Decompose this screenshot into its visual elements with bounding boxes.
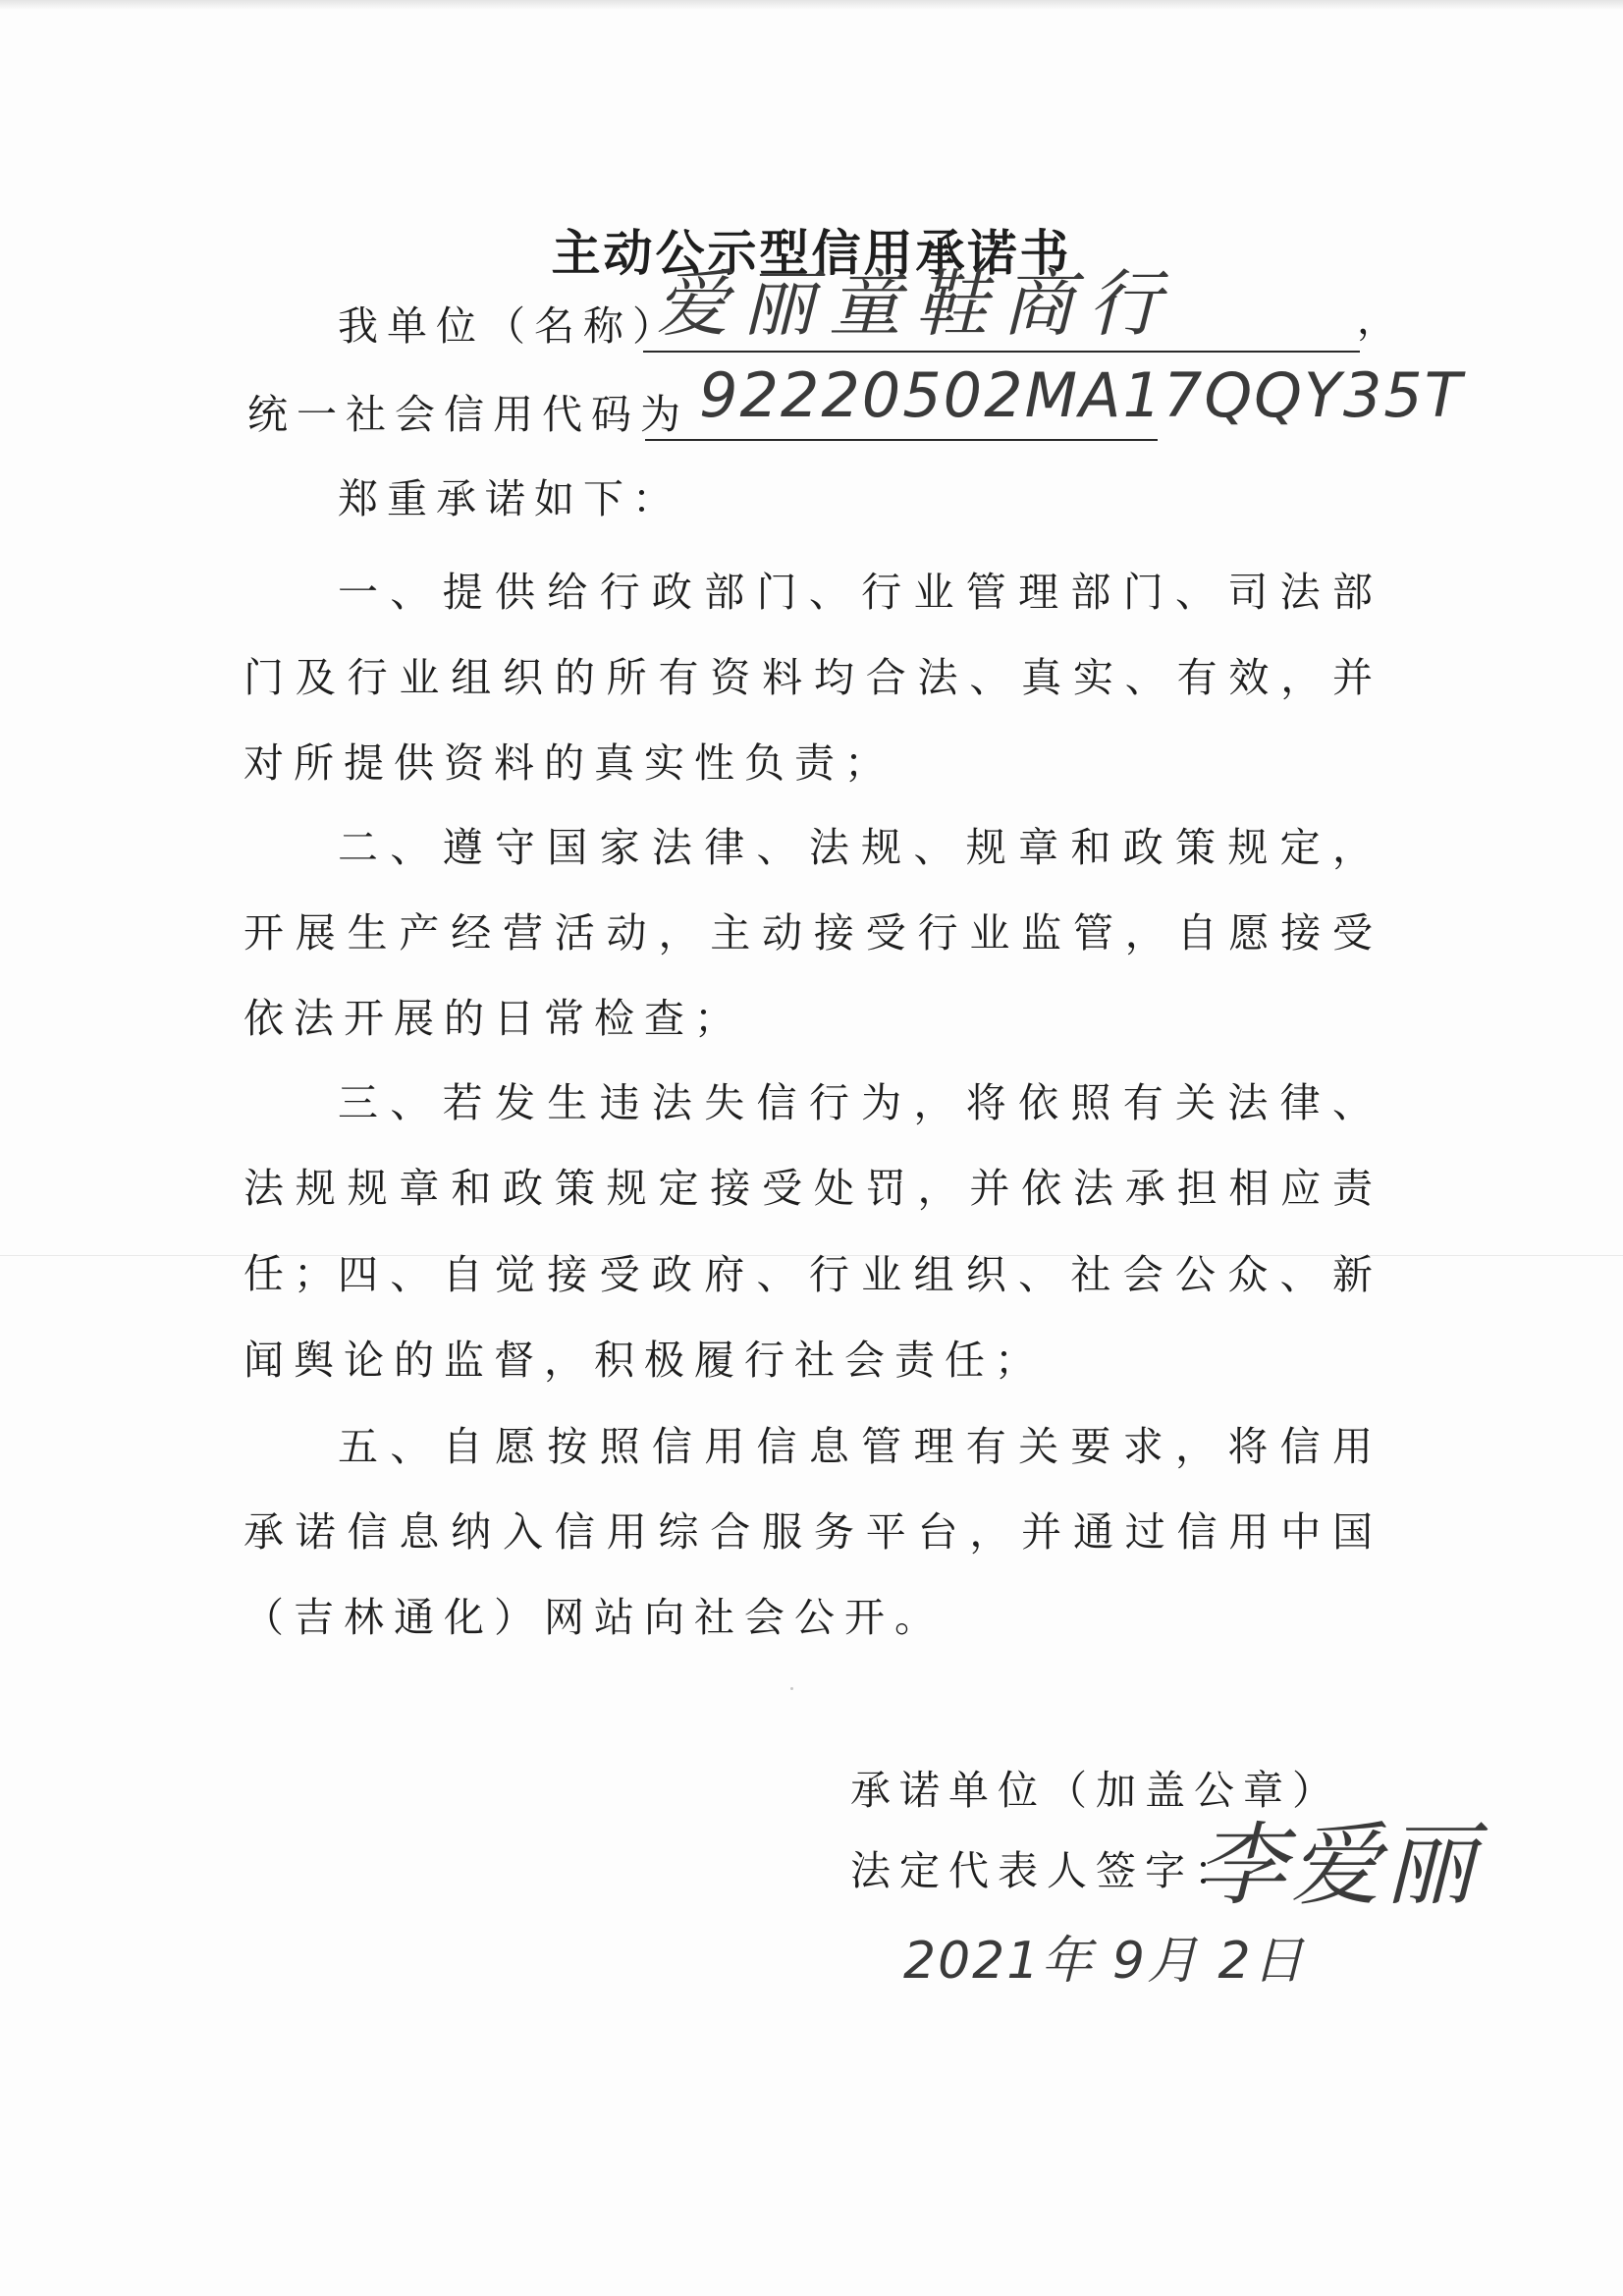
clause-2: 二、遵守国家法律、法规、规章和政策规定，开展生产经营活动，主动接受行业监管，自愿接受依法开展的日常检查； [243, 824, 1382, 1042]
commitment-unit-label: 承诺单位（加盖公章） [850, 1767, 1341, 1814]
credit-code-line [247, 359, 1464, 462]
document-title: 主动公示型信用承诺书 [551, 224, 1072, 282]
unit-name-underline [643, 351, 1360, 353]
handwritten-date: 2021年 9月 2日 [903, 1932, 1306, 1991]
clause-1: 一、提供给行政部门、行业管理部门、司法部门及行业组织的所有资料均合法、真实、有效，并对所提供资料的真实性负责； [243, 569, 1382, 787]
unit-trailing-comma: ， [1357, 298, 1405, 343]
scan-top-edge [0, 0, 1623, 10]
credit-code-label: 统一社会信用代码为 [247, 391, 689, 438]
promise-intro: 郑重承诺如下： [338, 475, 681, 522]
scan-speck [790, 1687, 793, 1690]
legal-representative-signature: 李爱丽 [1196, 1813, 1480, 1918]
promise-intro-line [243, 458, 1382, 546]
legal-representative-label: 法定代表人签字： [850, 1847, 1243, 1894]
handwritten-credit-code: 92220502MA17QQY35T [699, 359, 1464, 431]
unit-label: 我单位（名称） [338, 302, 681, 350]
clause-5: 五、自愿按照信用信息管理有关要求，将信用承诺信息纳入信用综合服务平台，并通过信用中国（吉林通化）网站向社会公开。 [243, 1423, 1382, 1641]
credit-code-underline [645, 439, 1158, 441]
clause-4: 四、自觉接受政府、行业组织、社会公众、新闻舆论的监督，积极履行社会责任； [243, 1251, 1382, 1384]
handwritten-unit-name: 爱丽童鞋商行 [656, 262, 1174, 347]
clause-3: 三、若发生违法失信行为，将依照有关法律、法规规章和政策规定接受处罚，并依法承担相应责任； [243, 1079, 1382, 1297]
